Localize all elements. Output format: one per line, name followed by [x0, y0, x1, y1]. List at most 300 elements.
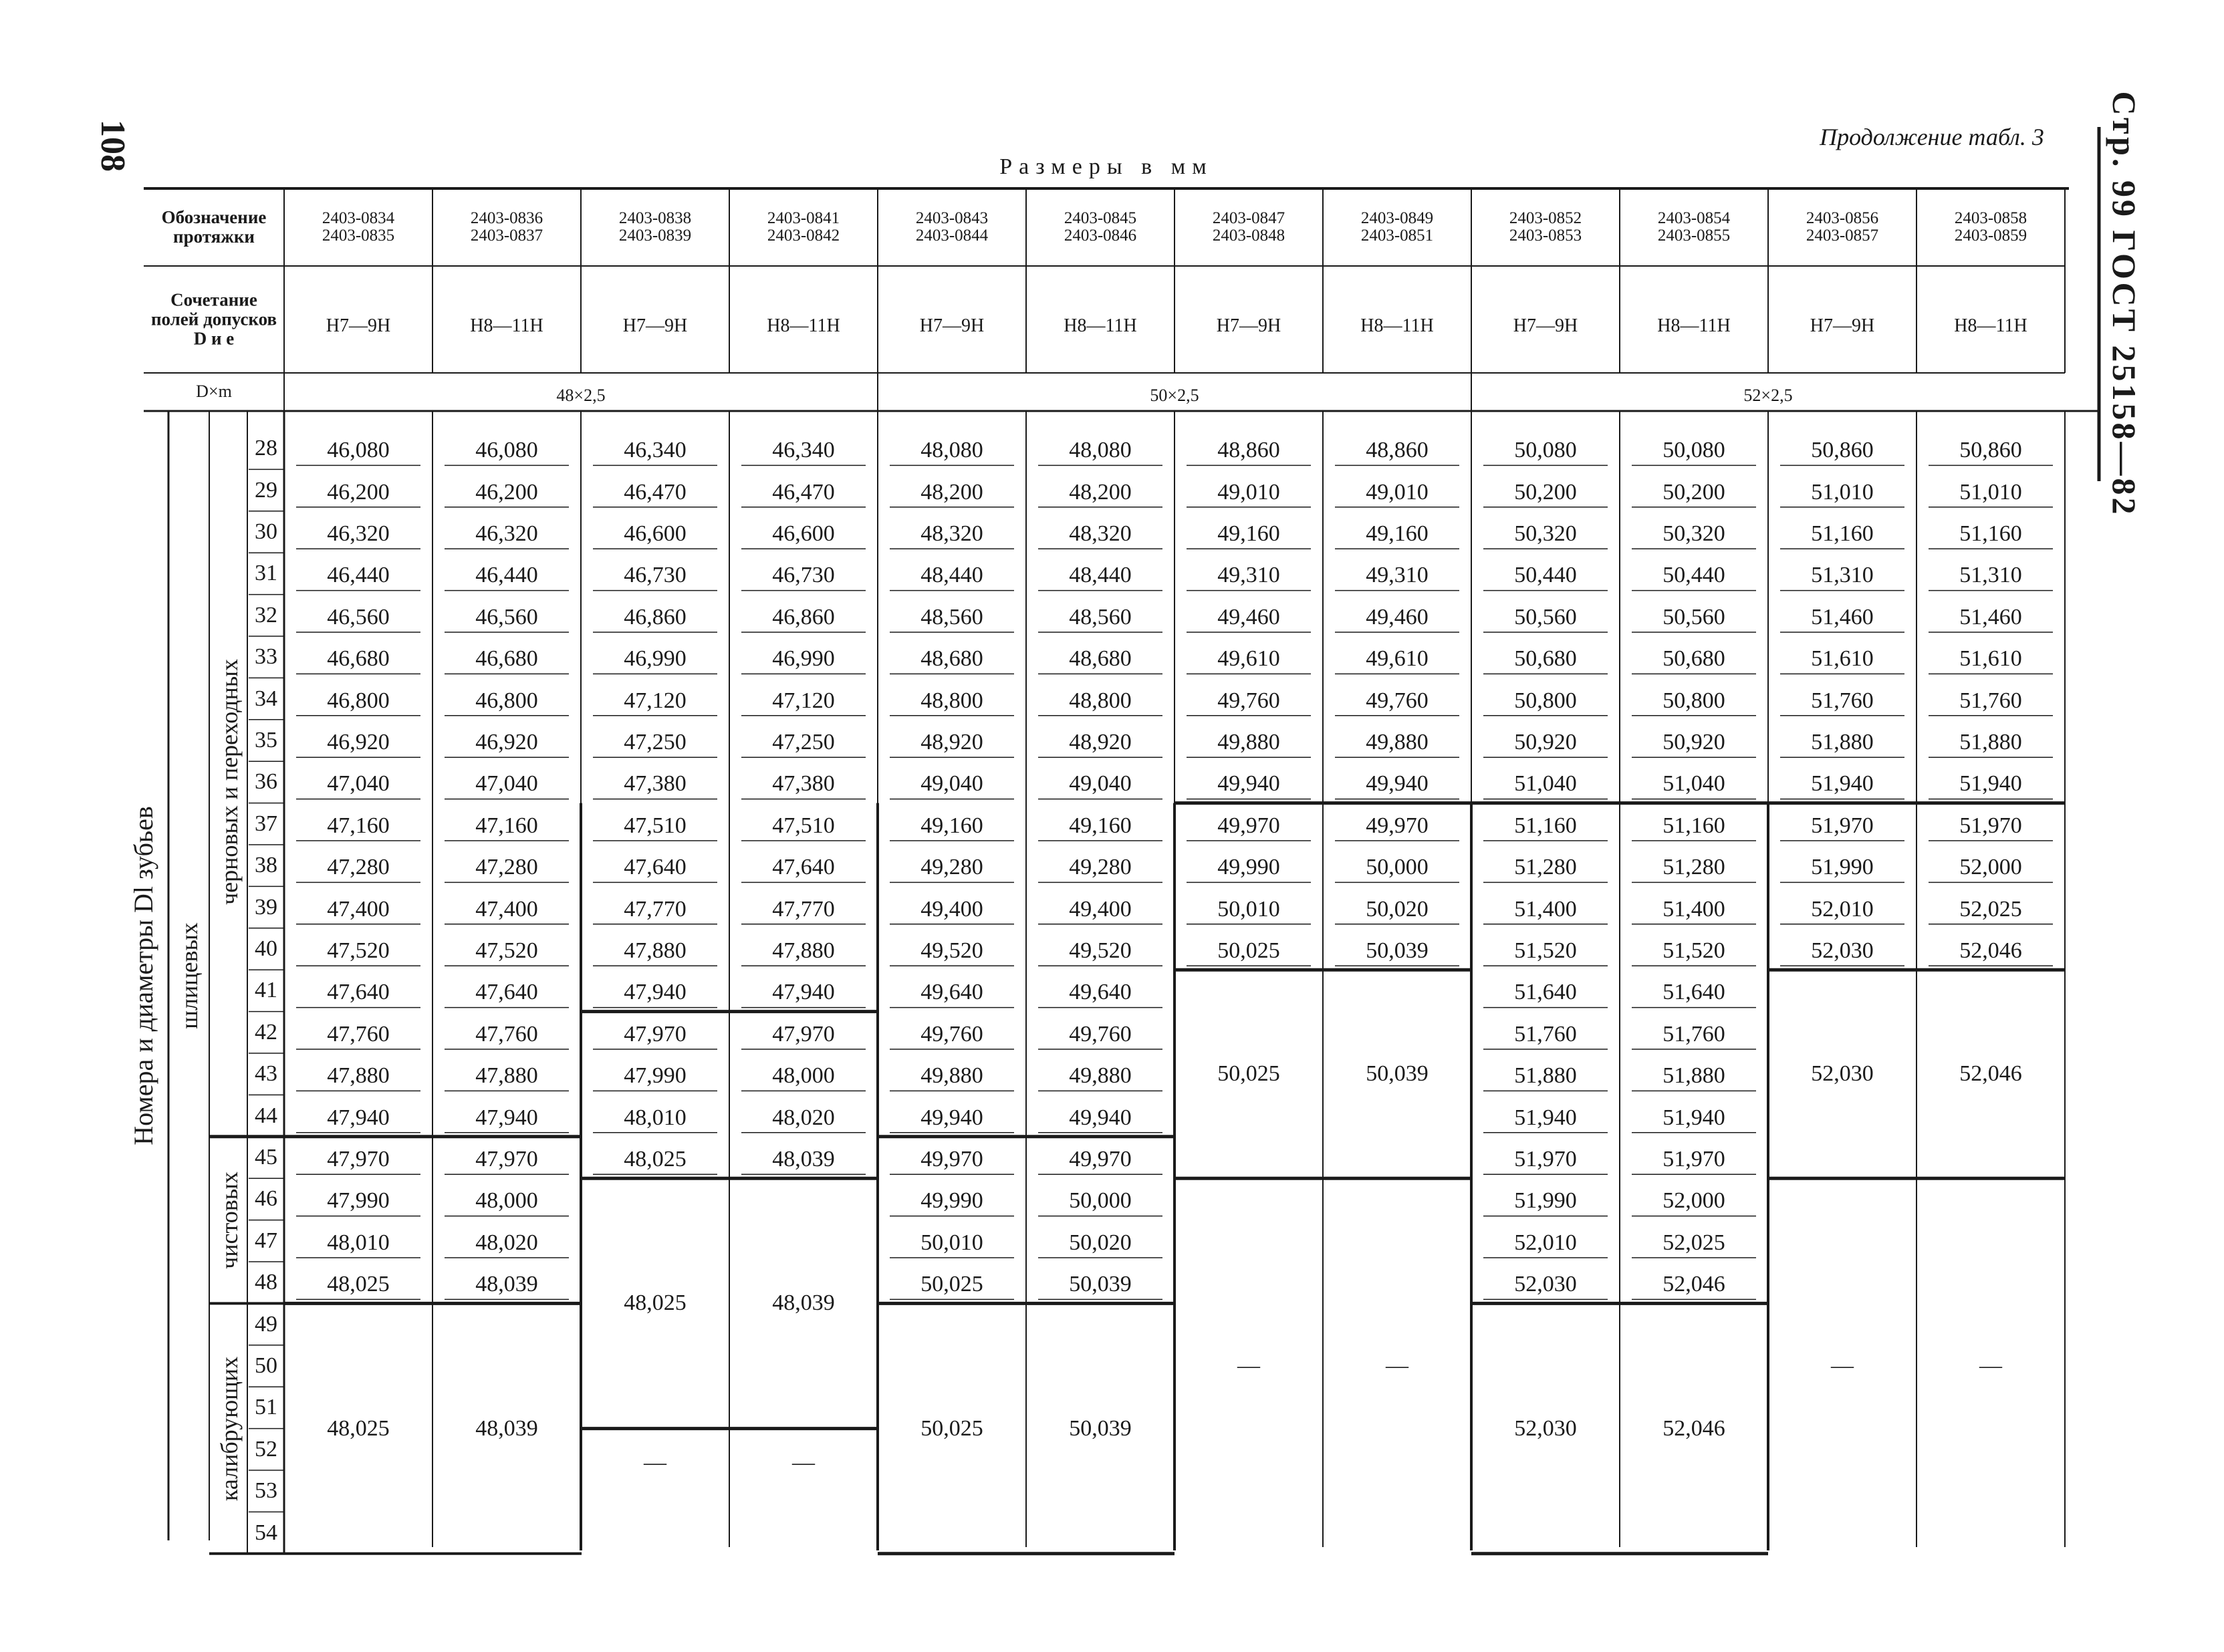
- designation-code: 2403-0851: [1360, 227, 1434, 245]
- tooth-number: 45: [255, 1145, 277, 1169]
- cell-value: 48,039: [475, 1272, 538, 1297]
- cell-value: 51,310: [1811, 563, 1874, 588]
- cell-value: 46,860: [624, 604, 687, 630]
- cell-value: 49,520: [1069, 938, 1132, 963]
- cell-value: 51,880: [1662, 1063, 1725, 1089]
- cell-value: 46,800: [475, 688, 538, 713]
- broach-designation: [767, 210, 840, 245]
- cell-value: 49,880: [1366, 730, 1429, 754]
- cell-value: 49,640: [920, 980, 983, 1005]
- cell-value: 51,760: [1514, 1021, 1577, 1047]
- cell-value: 47,990: [327, 1188, 390, 1214]
- cell-value: 47,970: [772, 1021, 835, 1047]
- cell-value: 46,860: [772, 604, 835, 630]
- tolerance-combination: H8—11H: [1657, 315, 1731, 336]
- merged-value: 50,039: [1366, 1061, 1429, 1087]
- cell-value: 51,880: [1959, 730, 2022, 754]
- tooth-diameters-label: Номера и диаметры Dl зубьев: [128, 806, 158, 1145]
- designation-code: 2403-0854: [1657, 209, 1731, 227]
- cell-value: 47,970: [475, 1147, 538, 1172]
- designation-code: 2403-0855: [1657, 227, 1731, 245]
- cell-value: 49,880: [920, 1063, 983, 1089]
- designation-code: 2403-0845: [1064, 209, 1137, 227]
- cell-value: 47,120: [624, 688, 687, 713]
- cell-value: 50,039: [1366, 938, 1429, 963]
- cell-value: 51,640: [1662, 980, 1725, 1005]
- merged-value: 50,025: [920, 1415, 983, 1441]
- designation-code: 2403-0836: [470, 209, 543, 227]
- tooth-number: 31: [255, 561, 277, 586]
- cell-value: 47,970: [327, 1147, 390, 1172]
- tolerance-combination: H8—11H: [1064, 315, 1137, 336]
- empty-dash: —: [1237, 1353, 1260, 1378]
- cell-value: 48,920: [1069, 730, 1132, 754]
- cell-value: 47,250: [624, 730, 687, 754]
- cell-value: 48,020: [475, 1230, 538, 1255]
- cell-value: 47,520: [475, 938, 538, 963]
- cell-value: 46,920: [327, 730, 390, 754]
- cell-value: 47,160: [475, 813, 538, 838]
- tolerance-combination: H7—9H: [622, 315, 688, 336]
- cell-value: 51,940: [1959, 771, 2022, 797]
- cell-value: 51,010: [1811, 479, 1874, 505]
- cell-value: 49,760: [1069, 1021, 1132, 1047]
- cell-value: 50,020: [1366, 896, 1429, 922]
- cell-value: 49,310: [1366, 563, 1429, 588]
- cell-value: 50,680: [1514, 646, 1577, 672]
- cell-value: 50,010: [920, 1230, 983, 1255]
- broach-designation: [916, 210, 988, 245]
- designation-code: 2403-0848: [1212, 227, 1285, 245]
- cell-value: 50,800: [1514, 688, 1577, 713]
- cell-value: 49,160: [920, 813, 983, 838]
- cell-value: 52,046: [1959, 938, 2022, 963]
- cell-value: 49,040: [1069, 771, 1132, 797]
- cell-value: 49,940: [920, 1105, 983, 1130]
- cell-value: 49,160: [1217, 521, 1280, 546]
- cell-value: 52,025: [1959, 896, 2022, 922]
- splined-label: шлицевых: [176, 922, 203, 1029]
- cell-value: 51,970: [1662, 1147, 1725, 1172]
- cell-value: 46,680: [475, 646, 538, 672]
- cell-value: 50,010: [1217, 896, 1280, 922]
- merged-value: 50,025: [1217, 1061, 1280, 1087]
- cell-value: 49,760: [920, 1021, 983, 1047]
- cell-value: 50,440: [1662, 563, 1725, 588]
- cell-value: 49,640: [1069, 980, 1132, 1005]
- cell-value: 49,970: [1366, 813, 1429, 838]
- tooth-number: 30: [255, 519, 277, 544]
- merged-value: 48,025: [624, 1290, 687, 1316]
- cell-value: 51,520: [1662, 938, 1725, 963]
- cell-value: 48,080: [920, 438, 983, 463]
- cell-value: 47,400: [475, 896, 538, 922]
- cell-value: 46,470: [624, 479, 687, 505]
- designation-header: Обозначение протяжки: [161, 206, 267, 247]
- tolerance-combination: H7—9H: [326, 315, 391, 336]
- cell-value: 50,860: [1959, 438, 2022, 463]
- calibrating-teeth-label: калибрующих: [216, 1356, 243, 1501]
- cell-value: 51,160: [1959, 521, 2022, 546]
- cell-value: 46,920: [475, 730, 538, 754]
- cell-value: 46,560: [475, 604, 538, 630]
- cell-value: 50,200: [1662, 479, 1725, 505]
- cell-value: 49,400: [1069, 896, 1132, 922]
- cell-value: 47,040: [327, 771, 390, 797]
- designation-code: 2403-0843: [915, 209, 989, 227]
- cell-value: 52,030: [1811, 938, 1874, 963]
- cell-value: 51,160: [1662, 813, 1725, 838]
- cell-value: 48,800: [920, 688, 983, 713]
- cell-value: 50,080: [1662, 438, 1725, 463]
- cell-value: 50,020: [1069, 1230, 1132, 1255]
- cell-value: 46,990: [624, 646, 687, 672]
- designation-code: 2403-0849: [1360, 209, 1434, 227]
- cell-value: 51,610: [1811, 646, 1874, 672]
- cell-value: 49,520: [920, 938, 983, 963]
- cell-value: 49,760: [1217, 688, 1280, 713]
- cell-value: 51,880: [1811, 730, 1874, 754]
- cell-value: 49,610: [1217, 646, 1280, 672]
- tooth-number: 46: [255, 1186, 277, 1212]
- cell-value: 51,160: [1811, 521, 1874, 546]
- dxm-group: 52×2,5: [1743, 386, 1793, 405]
- cell-value: 52,010: [1514, 1230, 1577, 1255]
- cell-value: 49,310: [1217, 563, 1280, 588]
- cell-value: 52,025: [1662, 1230, 1725, 1255]
- cell-value: 46,470: [772, 479, 835, 505]
- broach-designation: [1658, 210, 1730, 245]
- cell-value: 47,990: [624, 1063, 687, 1089]
- tolerance-combination: H7—9H: [1810, 315, 1875, 336]
- cell-value: 46,680: [327, 646, 390, 672]
- cell-value: 48,200: [920, 479, 983, 505]
- designation-code: 2403-0846: [1064, 227, 1137, 245]
- tooth-number: 32: [255, 602, 277, 628]
- cell-value: 51,310: [1959, 563, 2022, 588]
- cell-value: 48,020: [772, 1105, 835, 1130]
- broach-designation: [322, 210, 394, 245]
- tolerance-combination: H7—9H: [1513, 315, 1578, 336]
- cell-value: 46,440: [327, 563, 390, 588]
- tooth-number: 39: [255, 894, 277, 920]
- designation-code: 2403-0857: [1806, 227, 1879, 245]
- cell-value: 47,770: [772, 896, 835, 922]
- designation-code: 2403-0839: [618, 227, 692, 245]
- tolerance-combination: H8—11H: [767, 315, 840, 336]
- tooth-number: 43: [255, 1061, 277, 1087]
- cell-value: 46,730: [624, 563, 687, 588]
- cell-value: 51,970: [1959, 813, 2022, 838]
- cell-value: 48,920: [920, 730, 983, 754]
- cell-value: 48,560: [1069, 604, 1132, 630]
- tooth-number: 48: [255, 1270, 277, 1295]
- cell-value: 51,940: [1662, 1105, 1725, 1130]
- empty-dash: —: [1386, 1353, 1408, 1378]
- designation-code: 2403-0847: [1212, 209, 1285, 227]
- tooth-number: 42: [255, 1019, 277, 1045]
- cell-value: 47,640: [772, 855, 835, 880]
- tooth-number: 41: [255, 978, 277, 1003]
- tolerance-combination: H8—11H: [470, 315, 543, 336]
- cell-value: 50,560: [1662, 604, 1725, 630]
- cell-value: 51,940: [1811, 771, 1874, 797]
- cell-value: 50,039: [1069, 1272, 1132, 1297]
- cell-value: 48,000: [475, 1188, 538, 1214]
- cell-value: 48,860: [1217, 438, 1280, 463]
- cell-value: 48,680: [1069, 646, 1132, 672]
- cell-value: 48,010: [327, 1230, 390, 1255]
- cell-value: 50,200: [1514, 479, 1577, 505]
- designation-code: 2403-0853: [1509, 227, 1582, 245]
- cell-value: 47,400: [327, 896, 390, 922]
- cell-value: 50,800: [1662, 688, 1725, 713]
- designation-code: 2403-0858: [1954, 209, 2027, 227]
- cell-value: 50,000: [1069, 1188, 1132, 1214]
- cell-value: 49,280: [1069, 855, 1132, 880]
- cell-value: 49,880: [1217, 730, 1280, 754]
- empty-dash: —: [792, 1450, 815, 1475]
- tolerance-combination: H8—11H: [1360, 315, 1434, 336]
- designation-code: 2403-0838: [618, 209, 692, 227]
- cell-value: 51,760: [1811, 688, 1874, 713]
- cell-value: 47,880: [327, 1063, 390, 1089]
- cell-value: 46,200: [475, 479, 538, 505]
- cell-value: 50,000: [1366, 855, 1429, 880]
- cell-value: 51,760: [1959, 688, 2022, 713]
- tooth-number: 47: [255, 1228, 277, 1253]
- cell-value: 48,560: [920, 604, 983, 630]
- cell-value: 47,160: [327, 813, 390, 838]
- cell-value: 48,320: [920, 521, 983, 546]
- cell-value: 47,640: [475, 980, 538, 1005]
- tolerance-combination: H7—9H: [1216, 315, 1281, 336]
- merged-value: 48,025: [327, 1415, 390, 1441]
- merged-value: 52,046: [1959, 1061, 2022, 1087]
- designation-code: 2403-0856: [1806, 209, 1879, 227]
- cell-value: 48,320: [1069, 521, 1132, 546]
- tooth-number: 53: [255, 1478, 277, 1504]
- empty-dash: —: [1979, 1353, 2002, 1378]
- cell-value: 50,860: [1811, 438, 1874, 463]
- tooth-number: 28: [255, 436, 277, 461]
- cell-value: 51,880: [1514, 1063, 1577, 1089]
- cell-value: 46,730: [772, 563, 835, 588]
- cell-value: 47,380: [624, 771, 687, 797]
- standard-reference: Стр. 99 ГОСТ 25158—82: [2106, 91, 2143, 517]
- cell-value: 47,250: [772, 730, 835, 754]
- broach-designation: [1361, 210, 1433, 245]
- cell-value: 47,640: [624, 855, 687, 880]
- cell-value: 47,640: [327, 980, 390, 1005]
- cell-value: 49,970: [1069, 1147, 1132, 1172]
- cell-value: 49,040: [920, 771, 983, 797]
- merged-value: 52,030: [1811, 1061, 1874, 1087]
- cell-value: 46,560: [327, 604, 390, 630]
- broach-designation: [1064, 210, 1136, 245]
- tooth-number: 34: [255, 686, 277, 711]
- cell-value: 47,770: [624, 896, 687, 922]
- cell-value: 49,010: [1366, 479, 1429, 505]
- cell-value: 49,160: [1069, 813, 1132, 838]
- cell-value: 49,940: [1217, 771, 1280, 797]
- table-continuation: Продолжение табл. 3: [1820, 124, 2044, 150]
- cell-value: 51,040: [1514, 771, 1577, 797]
- cell-value: 47,040: [475, 771, 538, 797]
- cell-value: 51,160: [1514, 813, 1577, 838]
- cell-value: 52,000: [1959, 855, 2022, 880]
- cell-value: 46,600: [772, 521, 835, 546]
- designation-code: 2403-0835: [322, 227, 395, 245]
- cell-value: 50,440: [1514, 563, 1577, 588]
- cell-value: 47,520: [327, 938, 390, 963]
- cell-value: 47,760: [475, 1021, 538, 1047]
- merged-value: 48,039: [475, 1415, 538, 1441]
- cell-value: 46,320: [475, 521, 538, 546]
- cell-value: 49,010: [1217, 479, 1280, 505]
- designation-code: 2403-0859: [1954, 227, 2027, 245]
- cell-value: 51,970: [1514, 1147, 1577, 1172]
- cell-value: 48,010: [624, 1105, 687, 1130]
- rough-teeth-label: черновых и переходных: [216, 659, 243, 906]
- cell-value: 51,610: [1959, 646, 2022, 672]
- cell-value: 51,760: [1662, 1021, 1725, 1047]
- cell-value: 52,030: [1514, 1272, 1577, 1297]
- merged-value: 48,039: [772, 1290, 835, 1316]
- cell-value: 48,025: [624, 1147, 687, 1172]
- broach-designation: [471, 210, 543, 245]
- tooth-number: 51: [255, 1395, 277, 1420]
- empty-dash: —: [1831, 1353, 1854, 1378]
- dxm-header: D×m: [196, 382, 232, 401]
- cell-value: 49,940: [1366, 771, 1429, 797]
- cell-value: 46,200: [327, 479, 390, 505]
- cell-value: 50,080: [1514, 438, 1577, 463]
- tooth-number: 40: [255, 936, 277, 961]
- tooth-number: 49: [255, 1311, 277, 1337]
- designation-code: 2403-0844: [915, 227, 989, 245]
- cell-value: 48,440: [1069, 563, 1132, 588]
- designation-code: 2403-0841: [767, 209, 840, 227]
- tolerance-combination: H7—9H: [919, 315, 985, 336]
- page-number: 108: [94, 120, 132, 172]
- designation-code: 2403-0834: [322, 209, 395, 227]
- tooth-number: 33: [255, 644, 277, 670]
- cell-value: 46,080: [327, 438, 390, 463]
- cell-value: 50,680: [1662, 646, 1725, 672]
- cell-value: 49,280: [920, 855, 983, 880]
- cell-value: 48,680: [920, 646, 983, 672]
- cell-value: 49,940: [1069, 1105, 1132, 1130]
- cell-value: 51,460: [1959, 604, 2022, 630]
- cell-value: 51,640: [1514, 980, 1577, 1005]
- cell-value: 49,460: [1217, 604, 1280, 630]
- cell-value: 51,280: [1662, 855, 1725, 880]
- cell-value: 48,039: [772, 1147, 835, 1172]
- combo-header: Сочетание полей допусков D и e: [150, 289, 277, 349]
- cell-value: 48,025: [327, 1272, 390, 1297]
- tooth-number: 50: [255, 1353, 277, 1378]
- tooth-number: 52: [255, 1436, 277, 1462]
- cell-value: 47,510: [772, 813, 835, 838]
- cell-value: 47,880: [475, 1063, 538, 1089]
- cell-value: 48,800: [1069, 688, 1132, 713]
- broach-designation: [1955, 210, 2027, 245]
- cell-value: 50,025: [920, 1272, 983, 1297]
- tooth-number: 35: [255, 728, 277, 752]
- cell-value: 51,280: [1514, 855, 1577, 880]
- cell-value: 47,940: [772, 980, 835, 1005]
- cell-value: 51,460: [1811, 604, 1874, 630]
- cell-value: 46,990: [772, 646, 835, 672]
- cell-value: 47,280: [475, 855, 538, 880]
- cell-value: 51,400: [1662, 896, 1725, 922]
- broach-designation: [1213, 210, 1285, 245]
- cell-value: 50,920: [1514, 730, 1577, 754]
- designation-code: 2403-0852: [1509, 209, 1582, 227]
- cell-value: 46,340: [772, 438, 835, 463]
- cell-value: 47,120: [772, 688, 835, 713]
- tooth-number: 44: [255, 1103, 277, 1128]
- merged-value: 52,030: [1514, 1415, 1577, 1441]
- cell-value: 47,380: [772, 771, 835, 797]
- cell-value: 46,080: [475, 438, 538, 463]
- cell-value: 47,880: [624, 938, 687, 963]
- cell-value: 47,970: [624, 1021, 687, 1047]
- cell-value: 52,000: [1662, 1188, 1725, 1214]
- cell-value: 46,440: [475, 563, 538, 588]
- tooth-number: 38: [255, 853, 277, 878]
- tooth-number: 29: [255, 477, 277, 503]
- empty-dash: —: [644, 1450, 666, 1475]
- cell-value: 47,940: [327, 1105, 390, 1130]
- cell-value: 47,940: [624, 980, 687, 1005]
- designation-code: 2403-0842: [767, 227, 840, 245]
- cell-value: 49,990: [1217, 855, 1280, 880]
- cell-value: 51,010: [1959, 479, 2022, 505]
- tooth-number: 54: [255, 1520, 277, 1545]
- cell-value: 51,940: [1514, 1105, 1577, 1130]
- broach-designation: [619, 210, 691, 245]
- cell-value: 52,010: [1811, 896, 1874, 922]
- cell-value: 47,760: [327, 1021, 390, 1047]
- cell-value: 49,400: [920, 896, 983, 922]
- cell-value: 46,800: [327, 688, 390, 713]
- cell-value: 50,025: [1217, 938, 1280, 963]
- broach-designation: [1509, 210, 1582, 245]
- cell-value: 51,970: [1811, 813, 1874, 838]
- cell-value: 49,970: [1217, 813, 1280, 838]
- cell-value: 49,160: [1366, 521, 1429, 546]
- cell-value: 47,940: [475, 1105, 538, 1130]
- cell-value: 50,320: [1662, 521, 1725, 546]
- cell-value: 48,440: [920, 563, 983, 588]
- tooth-number: 36: [255, 769, 277, 795]
- cell-value: 46,600: [624, 521, 687, 546]
- finish-teeth-label: чистовых: [216, 1171, 243, 1269]
- cell-value: 49,990: [920, 1188, 983, 1214]
- tooth-number: 37: [255, 811, 277, 836]
- cell-value: 51,990: [1811, 855, 1874, 880]
- cell-value: 50,560: [1514, 604, 1577, 630]
- cell-value: 46,340: [624, 438, 687, 463]
- cell-value: 49,760: [1366, 688, 1429, 713]
- cell-value: 48,000: [772, 1063, 835, 1089]
- tolerance-combination: H8—11H: [1954, 315, 2027, 336]
- cell-value: 50,320: [1514, 521, 1577, 546]
- dxm-group: 48×2,5: [556, 386, 606, 405]
- dxm-group: 50×2,5: [1150, 386, 1199, 405]
